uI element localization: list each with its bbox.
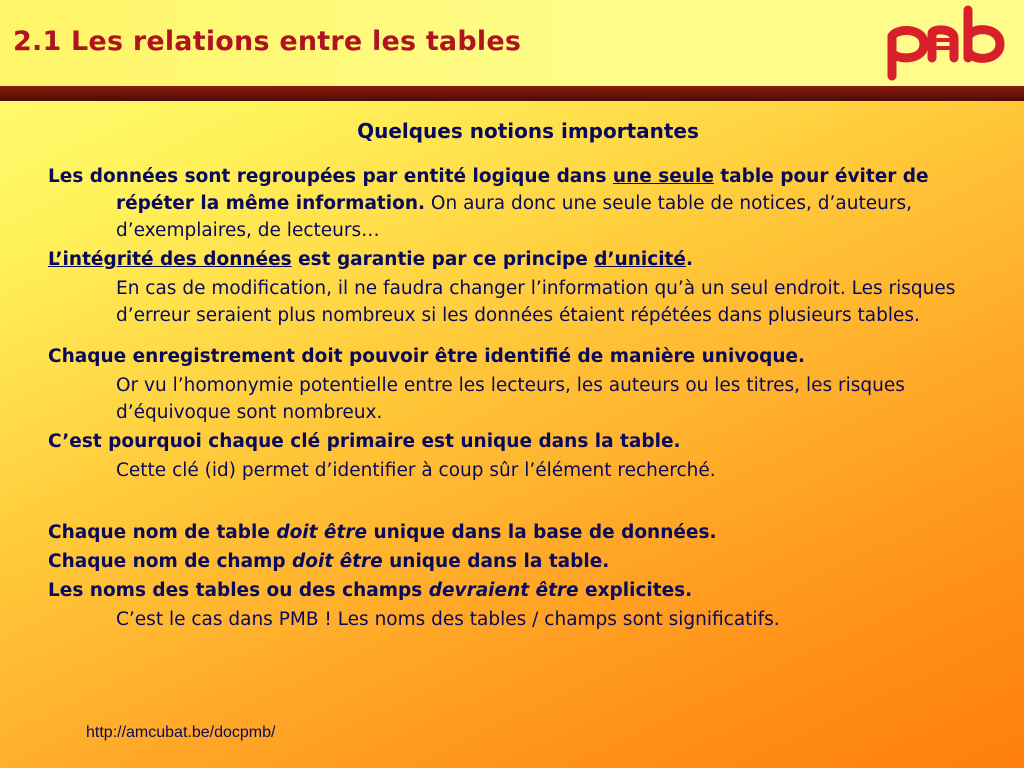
bullet-field-name: Chaque nom de champ doit être unique dans la table. <box>48 551 610 572</box>
detail-modification: En cas de modification, il ne faudra changer l’information qu’à un seul endroit. Les risques d’erreur seraient plus nombreux si les données étaient répétées dans plusieurs tables. <box>116 278 956 326</box>
pmb-logo <box>880 2 1010 84</box>
slide-body <box>48 116 988 633</box>
bullet-data-integrity: L’intégrité des données est garantie par ce principe d’unicité. <box>48 249 693 270</box>
slide-title: 2.1 Les relations entre les tables <box>13 26 522 57</box>
bullet-primary-key: C’est pourquoi chaque clé primaire est unique dans la table. <box>48 431 681 452</box>
bullet-table-name: Chaque nom de table doit être unique dans la base de données. <box>48 522 717 543</box>
slide-subtitle: Quelques notions importantes <box>357 119 699 143</box>
detail-homonymy: Or vu l’homonymie potentielle entre les lecteurs, les auteurs ou les titres, les risques d’équivoque sont nombreux. <box>116 375 905 423</box>
bullet-data-grouping: Les données sont regroupées par entité logique dans une seule table pour éviter de répéter la même information. On aura donc une seule table de notices, d’auteurs, d’exemplaires, de lecteurs… <box>48 166 929 241</box>
bullet-explicit-names: Les noms des tables ou des champs devraient être explicites. <box>48 580 693 601</box>
bullet-unique-record: Chaque enregistrement doit pouvoir être identifié de manière univoque. <box>48 346 806 367</box>
detail-pmb-names: C’est le cas dans PMB ! Les noms des tables / champs sont significatifs. <box>116 609 780 630</box>
slide-header <box>0 0 1024 86</box>
header-divider-bar <box>0 86 1024 101</box>
detail-primary-key: Cette clé (id) permet d’identifier à coup sûr l’élément recherché. <box>116 460 716 481</box>
footer-url-link[interactable]: http://amcubat.be/docpmb/ <box>86 724 276 741</box>
